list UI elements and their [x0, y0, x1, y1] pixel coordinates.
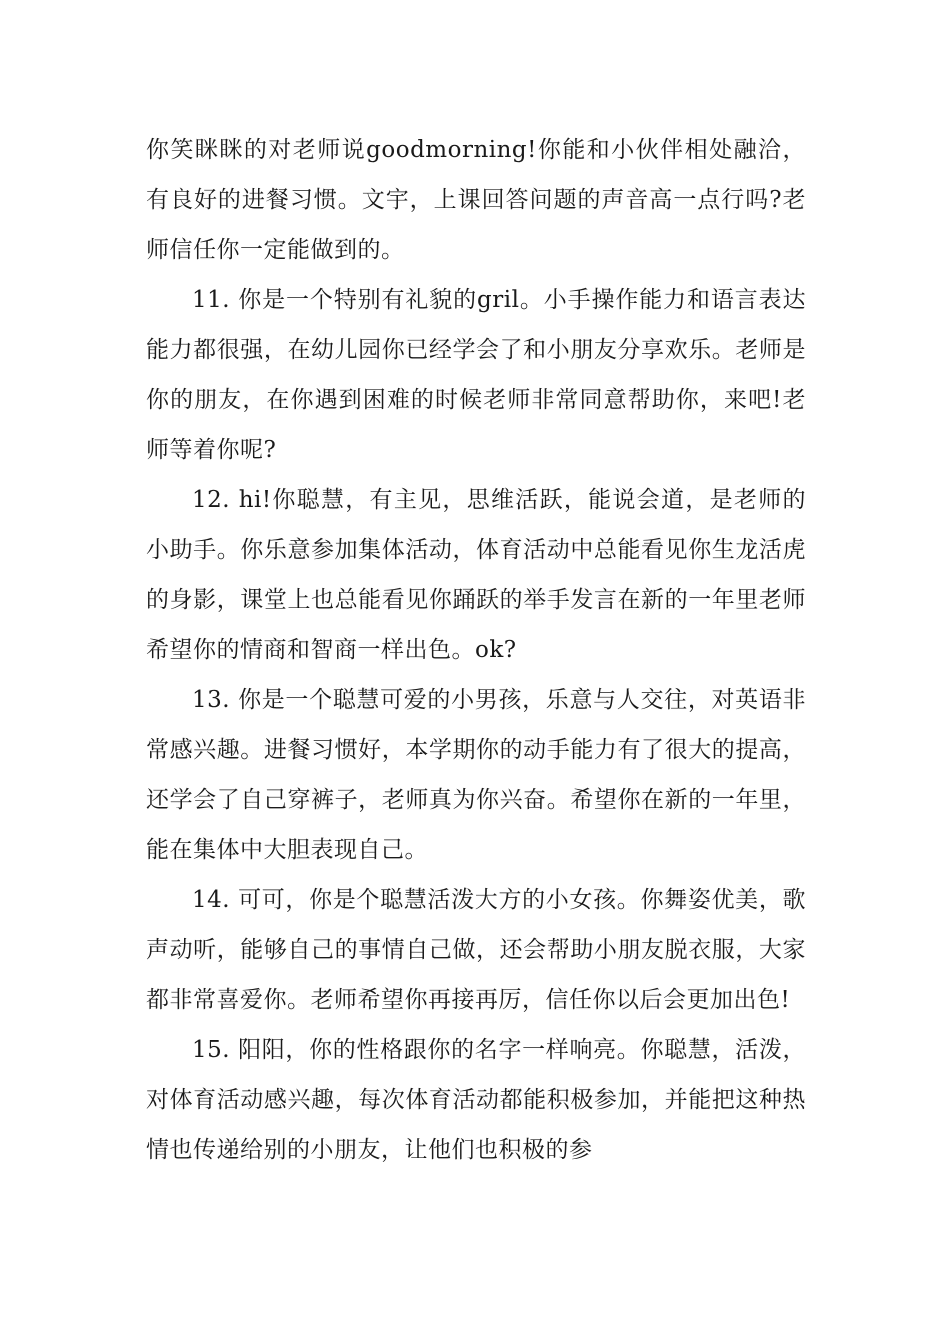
paragraph-continuation: [146, 125, 806, 275]
paragraph-text: 你是一个特别有礼貌的gril。小手操作能力和语言表达能力都很强，在幼儿园你已经学会了和小朋友分享欢乐。老师是你的朋友，在你遇到困难的时候老师非常同意帮助你，来吧!老师等着你呢?: [146, 287, 807, 463]
paragraph-item-11: [146, 275, 806, 475]
paragraph-number: 15.: [192, 1037, 239, 1063]
paragraph-text: 可可，你是个聪慧活泼大方的小女孩。你舞姿优美，歌声动听，能够自己的事情自己做，还会帮助小朋友脱衣服，大家都非常喜爱你。老师希望你再接再厉，信任你以后会更加出色!: [146, 887, 807, 1013]
paragraph-item-13: [146, 675, 806, 875]
paragraph-number: 13.: [192, 687, 239, 713]
paragraph-text: 阳阳，你的性格跟你的名字一样响亮。你聪慧，活泼，对体育活动感兴趣，每次体育活动都能积极参加，并能把这种热情也传递给别的小朋友，让他们也积极的参: [146, 1037, 807, 1163]
paragraph-item-12: [146, 475, 806, 675]
paragraph-text: 你笑眯眯的对老师说goodmorning!你能和小伙伴相处融洽，有良好的进餐习惯。文宇，上课回答问题的声音高一点行吗?老师信任你一定能做到的。: [146, 137, 806, 263]
paragraph-number: 12.: [192, 487, 239, 513]
paragraph-item-14: [146, 875, 806, 1025]
paragraph-text: hi!你聪慧，有主见，思维活跃，能说会道，是老师的小助手。你乐意参加集体活动，体育活动中总能看见你生龙活虎的身影，课堂上也总能看见你踊跃的举手发言在新的一年里老师希望你的情商和智商一样出色。ok?: [146, 487, 806, 663]
paragraph-item-15: [146, 1025, 806, 1175]
paragraph-number: 11.: [192, 287, 239, 313]
document-body: [146, 125, 806, 1175]
paragraph-number: 14.: [192, 887, 239, 913]
paragraph-text: 你是一个聪慧可爱的小男孩，乐意与人交往，对英语非常感兴趣。进餐习惯好，本学期你的动手能力有了很大的提高，还学会了自己穿裤子，老师真为你兴奋。希望你在新的一年里，能在集体中大胆表现自己。: [146, 687, 807, 863]
